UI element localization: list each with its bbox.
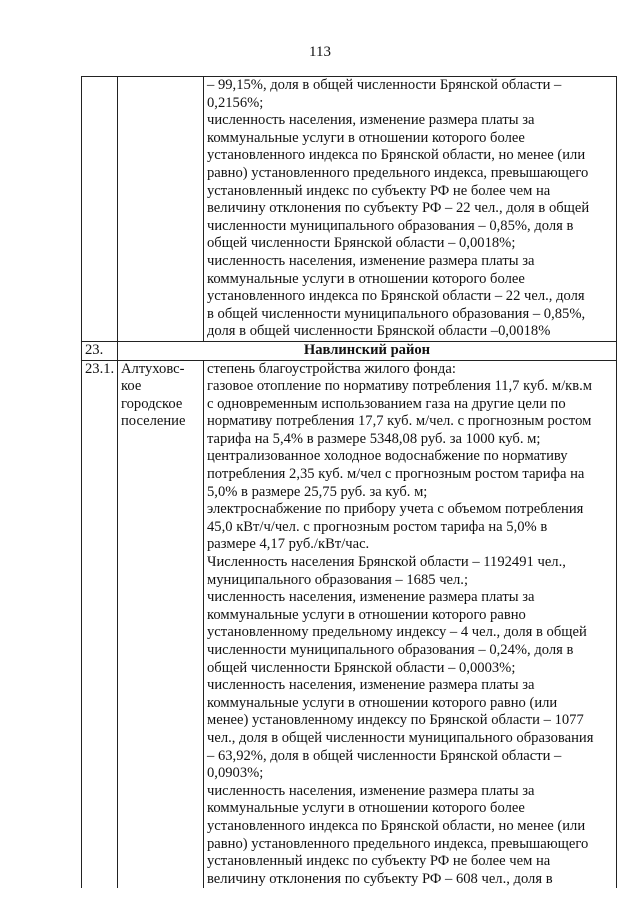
text-line: коммунальные услуги в отношении которого равно: [207, 606, 526, 623]
text-line: в общей численности муниципального образования – 0,85%,: [207, 305, 586, 322]
text-line: численность населения, изменение размера платы за: [207, 589, 535, 606]
text-line: тарифа на 5,4% в размере 5348,08 руб. за 1000 куб. м;: [207, 430, 541, 447]
text-line: коммунальные услуги в отношении которого более: [207, 270, 525, 287]
text-line: численности муниципального образования – 0,24%, доля в: [207, 642, 574, 658]
text-line: 5,0% в размере 25,75 руб. за куб. м;: [207, 483, 428, 500]
text-line: коммунальные услуги в отношении которого более: [207, 129, 525, 146]
text-line: городское: [121, 395, 183, 412]
page-number: 113: [309, 44, 331, 60]
text-line: численность населения, изменение размера платы за: [207, 252, 535, 269]
text-line: численность населения, изменение размера платы за: [207, 112, 535, 129]
text-line: величину отклонения по субъекту РФ – 22 чел., доля в общей: [207, 200, 590, 217]
text-line: размере 4,17 руб./кВт/час.: [207, 536, 370, 553]
text-line: численность населения, изменение размера платы за: [207, 677, 535, 694]
text-line: общей численности Брянской области – 0,0003%;: [207, 659, 516, 676]
text-line: 0,0903%;: [207, 765, 264, 782]
text-line: – 99,15%, доля в общей численности Брянской области –: [207, 77, 562, 93]
text-line: степень благоустройства жилого фонда:: [207, 360, 456, 377]
text-line: газовое отопление по нормативу потребления 11,7 куб. м/кв.м: [207, 378, 592, 395]
text-line: Численность населения Брянской области – 1192491 чел.,: [207, 554, 566, 571]
text-line: нормативу потребления 17,7 куб. м/чел. с прогнозным ростом: [207, 413, 592, 430]
text-line: доля в общей численности Брянской области –0,0018%: [207, 323, 551, 340]
text-line: менее) установленному индексу по Брянской области – 1077: [207, 712, 584, 729]
table-row: [82, 77, 617, 342]
municipality-cell: [118, 360, 204, 888]
table-row: [82, 360, 617, 888]
description-cell: [204, 77, 617, 342]
text-line: чел., доля в общей численности муниципального образования: [207, 729, 594, 746]
text-line: установленного индекса по Брянской области – 22 чел., доля: [207, 288, 585, 305]
text-line: установленного индекса по Брянской области, но менее (или: [207, 817, 586, 834]
text-line: поселение: [121, 413, 186, 430]
text-line: численность населения, изменение размера платы за: [207, 782, 535, 799]
row-number-cell: [82, 77, 118, 342]
text-line: установленному предельному индексу – 4 чел., доля в общей: [207, 624, 587, 641]
text-line: потребления 2,35 куб. м/чел с прогнозным ростом тарифа на: [207, 466, 585, 483]
document-table: [81, 76, 617, 888]
text-line: установленного индекса по Брянской области, но менее (или: [207, 147, 586, 164]
text-line: 45,0 кВт/ч/чел. с прогнозным ростом тарифа на 5,0% в: [207, 518, 548, 535]
text-line: коммунальные услуги в отношении которого более: [207, 800, 525, 817]
text-line: 0,2156%;: [207, 94, 264, 111]
description-cell: [204, 360, 617, 888]
text-line: равно) установленного предельного индекса, превышающего: [207, 164, 589, 181]
text-line: общей численности Брянской области – 0,0018%;: [207, 235, 516, 252]
text-line: равно) установленного предельного индекса, превышающего: [207, 835, 589, 852]
row-number-cell: 23.1.: [82, 360, 118, 888]
text-line: численности муниципального образования – 0,85%, доля в: [207, 217, 574, 234]
text-line: величину отклонения по субъекту РФ – 608 чел., доля в: [207, 870, 553, 887]
text-line: централизованное холодное водоснабжение по нормативу: [207, 448, 568, 465]
text-line: установленный индекс по субъекту РФ не более чем на: [207, 853, 551, 870]
text-line: электроснабжение по прибору учета с объемом потребления: [207, 501, 584, 518]
municipality-cell: [118, 77, 204, 342]
section-title: Навлинский район: [118, 341, 617, 360]
section-row: [82, 341, 617, 360]
text-line: коммунальные услуги в отношении которого равно (или: [207, 694, 558, 711]
text-line: муниципального образования – 1685 чел.;: [207, 571, 469, 588]
section-number: 23.: [82, 341, 118, 360]
text-line: с одновременным использованием газа на другие цели по: [207, 395, 566, 412]
text-line: Алтуховс-: [121, 360, 185, 377]
text-line: кое: [121, 378, 142, 395]
text-line: установленный индекс по субъекту РФ не более чем на: [207, 182, 551, 199]
text-line: – 63,92%, доля в общей численности Брянской области –: [207, 747, 562, 764]
